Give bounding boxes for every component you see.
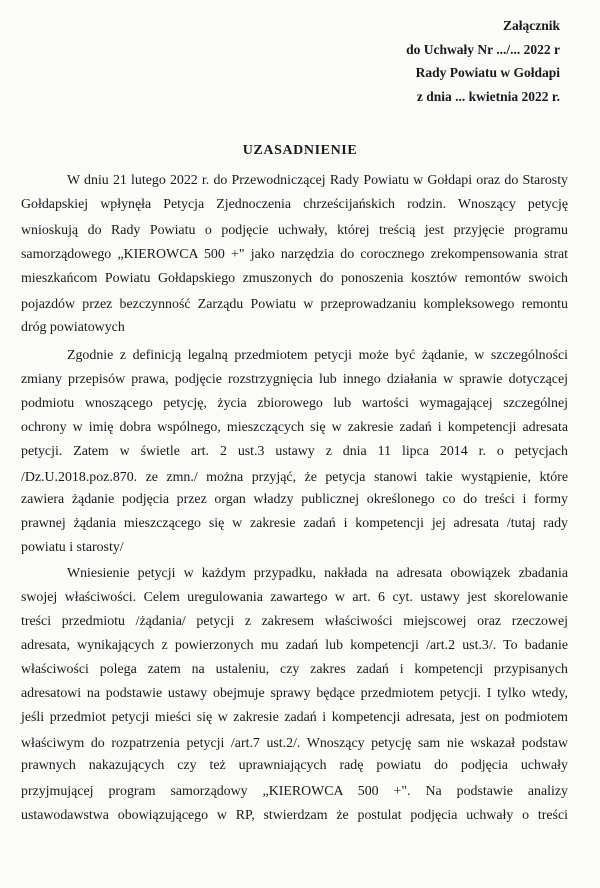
paragraph-3-line: właściwym do rozpatrzenia petycji /art.7 ust.2/. Wnoszący petycję sam nie wskazał podstaw	[21, 736, 568, 751]
paragraph-3-line: prawnych nakazujących czy też uprawniających radę powiatu do podjęcia uchwały	[21, 758, 568, 773]
paragraph-2-line: powiatu i starosty/	[21, 540, 124, 555]
paragraph-3-line: przyjmującej program samorządowy „KIEROWCA 500 +". Na podstawie analizy	[21, 784, 568, 799]
resolution-number: do Uchwały Nr .../... 2022 r	[406, 41, 560, 57]
attachment-header	[406, 14, 560, 108]
paragraph-3-line: właściwości polega zatem na ustaleniu, czy zakres zadań i kompetencji przypisanych	[21, 662, 568, 677]
council-name: Rady Powiatu w Gołdapi	[415, 65, 560, 80]
paragraph-2-line: zawiera żądanie podjęcia przez organ władzy publicznej określonego co do treści i formy	[21, 492, 568, 507]
paragraph-3-line: swojej właściwości. Celem uregulowania zawartego w art. 6 cyt. ustawy jest skorelowanie	[21, 590, 568, 605]
attachment-label: Załącznik	[502, 18, 560, 33]
paragraph-1-line: Gołdapskiej wpłynęła Petycja Zjednoczenia chrześcijańskich rodzin. Wnoszący petycję	[21, 197, 568, 212]
paragraph-2-line: /Dz.U.2018.poz.870. ze zmn./ można przyjąć, że petycja stanowi takie wystąpienie, które	[21, 470, 568, 485]
paragraph-1-line: dróg powiatowych	[21, 320, 125, 335]
paragraph-1-line: wnioskują do Rady Powiatu o podjęcie uchwały, której treścią jest przyjęcie programu	[21, 223, 568, 238]
paragraph-2-line: prawnej żądania mieszczącego się w zakresie zadań i kompetencji jej adresata /tutaj rady	[21, 516, 568, 531]
paragraph-3-line: Wniesienie petycji w każdym przypadku, nakłada na adresata obowiązek zbadania	[67, 566, 568, 581]
paragraph-3-line: jeśli przedmiot petycji mieści się w zakresie zadań i kompetencji adresata, jest on podmiotem	[21, 710, 568, 725]
paragraph-2-line: podmiotu wnoszącego petycję, życia zbiorowego lub wartości wymagającej szczególnej	[21, 396, 568, 411]
paragraph-3-line: adresata, wynikających z powierzonych mu zadań lub kompetencji /art.2 ust.3/. To badanie	[21, 638, 568, 653]
paragraph-3-line: ustawodawstwa obowiązującego w RP, stwierdzam że postulat podjęcia uchwały o treści	[21, 808, 568, 823]
paragraph-1-line: mieszkańcom Powiatu Gołdapskiego zmuszonych do ponoszenia kosztów remontów swoich	[21, 271, 568, 286]
paragraph-1-line: samorządowego „KIEROWCA 500 +" jako narzędzia do corocznego zrekompensowania strat	[21, 247, 568, 262]
paragraph-3-line: adresatowi na podstawie ustawy obejmuje sprawy będące przedmiotem petycji. I tylko wtedy,	[21, 686, 568, 701]
paragraph-1-line: pojazdów przez bezczynność Zarządu Powiatu w przeprowadzaniu kompleksowego remontu	[21, 297, 568, 312]
document-title: UZASADNIENIE	[242, 143, 358, 158]
paragraph-2-line: petycji. Zatem w świetle art. 2 ust.3 ustawy z dnia 11 lipca 2014 r. o petycjach	[21, 444, 568, 459]
resolution-date: z dnia ... kwietnia 2022 r.	[416, 88, 560, 104]
paragraph-1-line: W dniu 21 lutego 2022 r. do Przewodniczącej Rady Powiatu w Gołdapi oraz do Starosty	[67, 173, 568, 188]
paragraph-2-line: ochrony w imię dobra wspólnego, mieszczących się w zakresie zadań i kompetencji adresata	[21, 420, 568, 435]
paragraph-3-line: treści przedmiotu /żądania/ petycji z zakresem właściwości miejscowej oraz rzeczowej	[21, 614, 568, 629]
paragraph-2-line: Zgodnie z definicją legalną przedmiotem petycji może być żądanie, w szczególności	[67, 348, 568, 363]
paragraph-2-line: zmiany przepisów prawa, podjęcie rozstrzygnięcia lub innego działania w sprawie dotyczącej	[21, 372, 568, 387]
